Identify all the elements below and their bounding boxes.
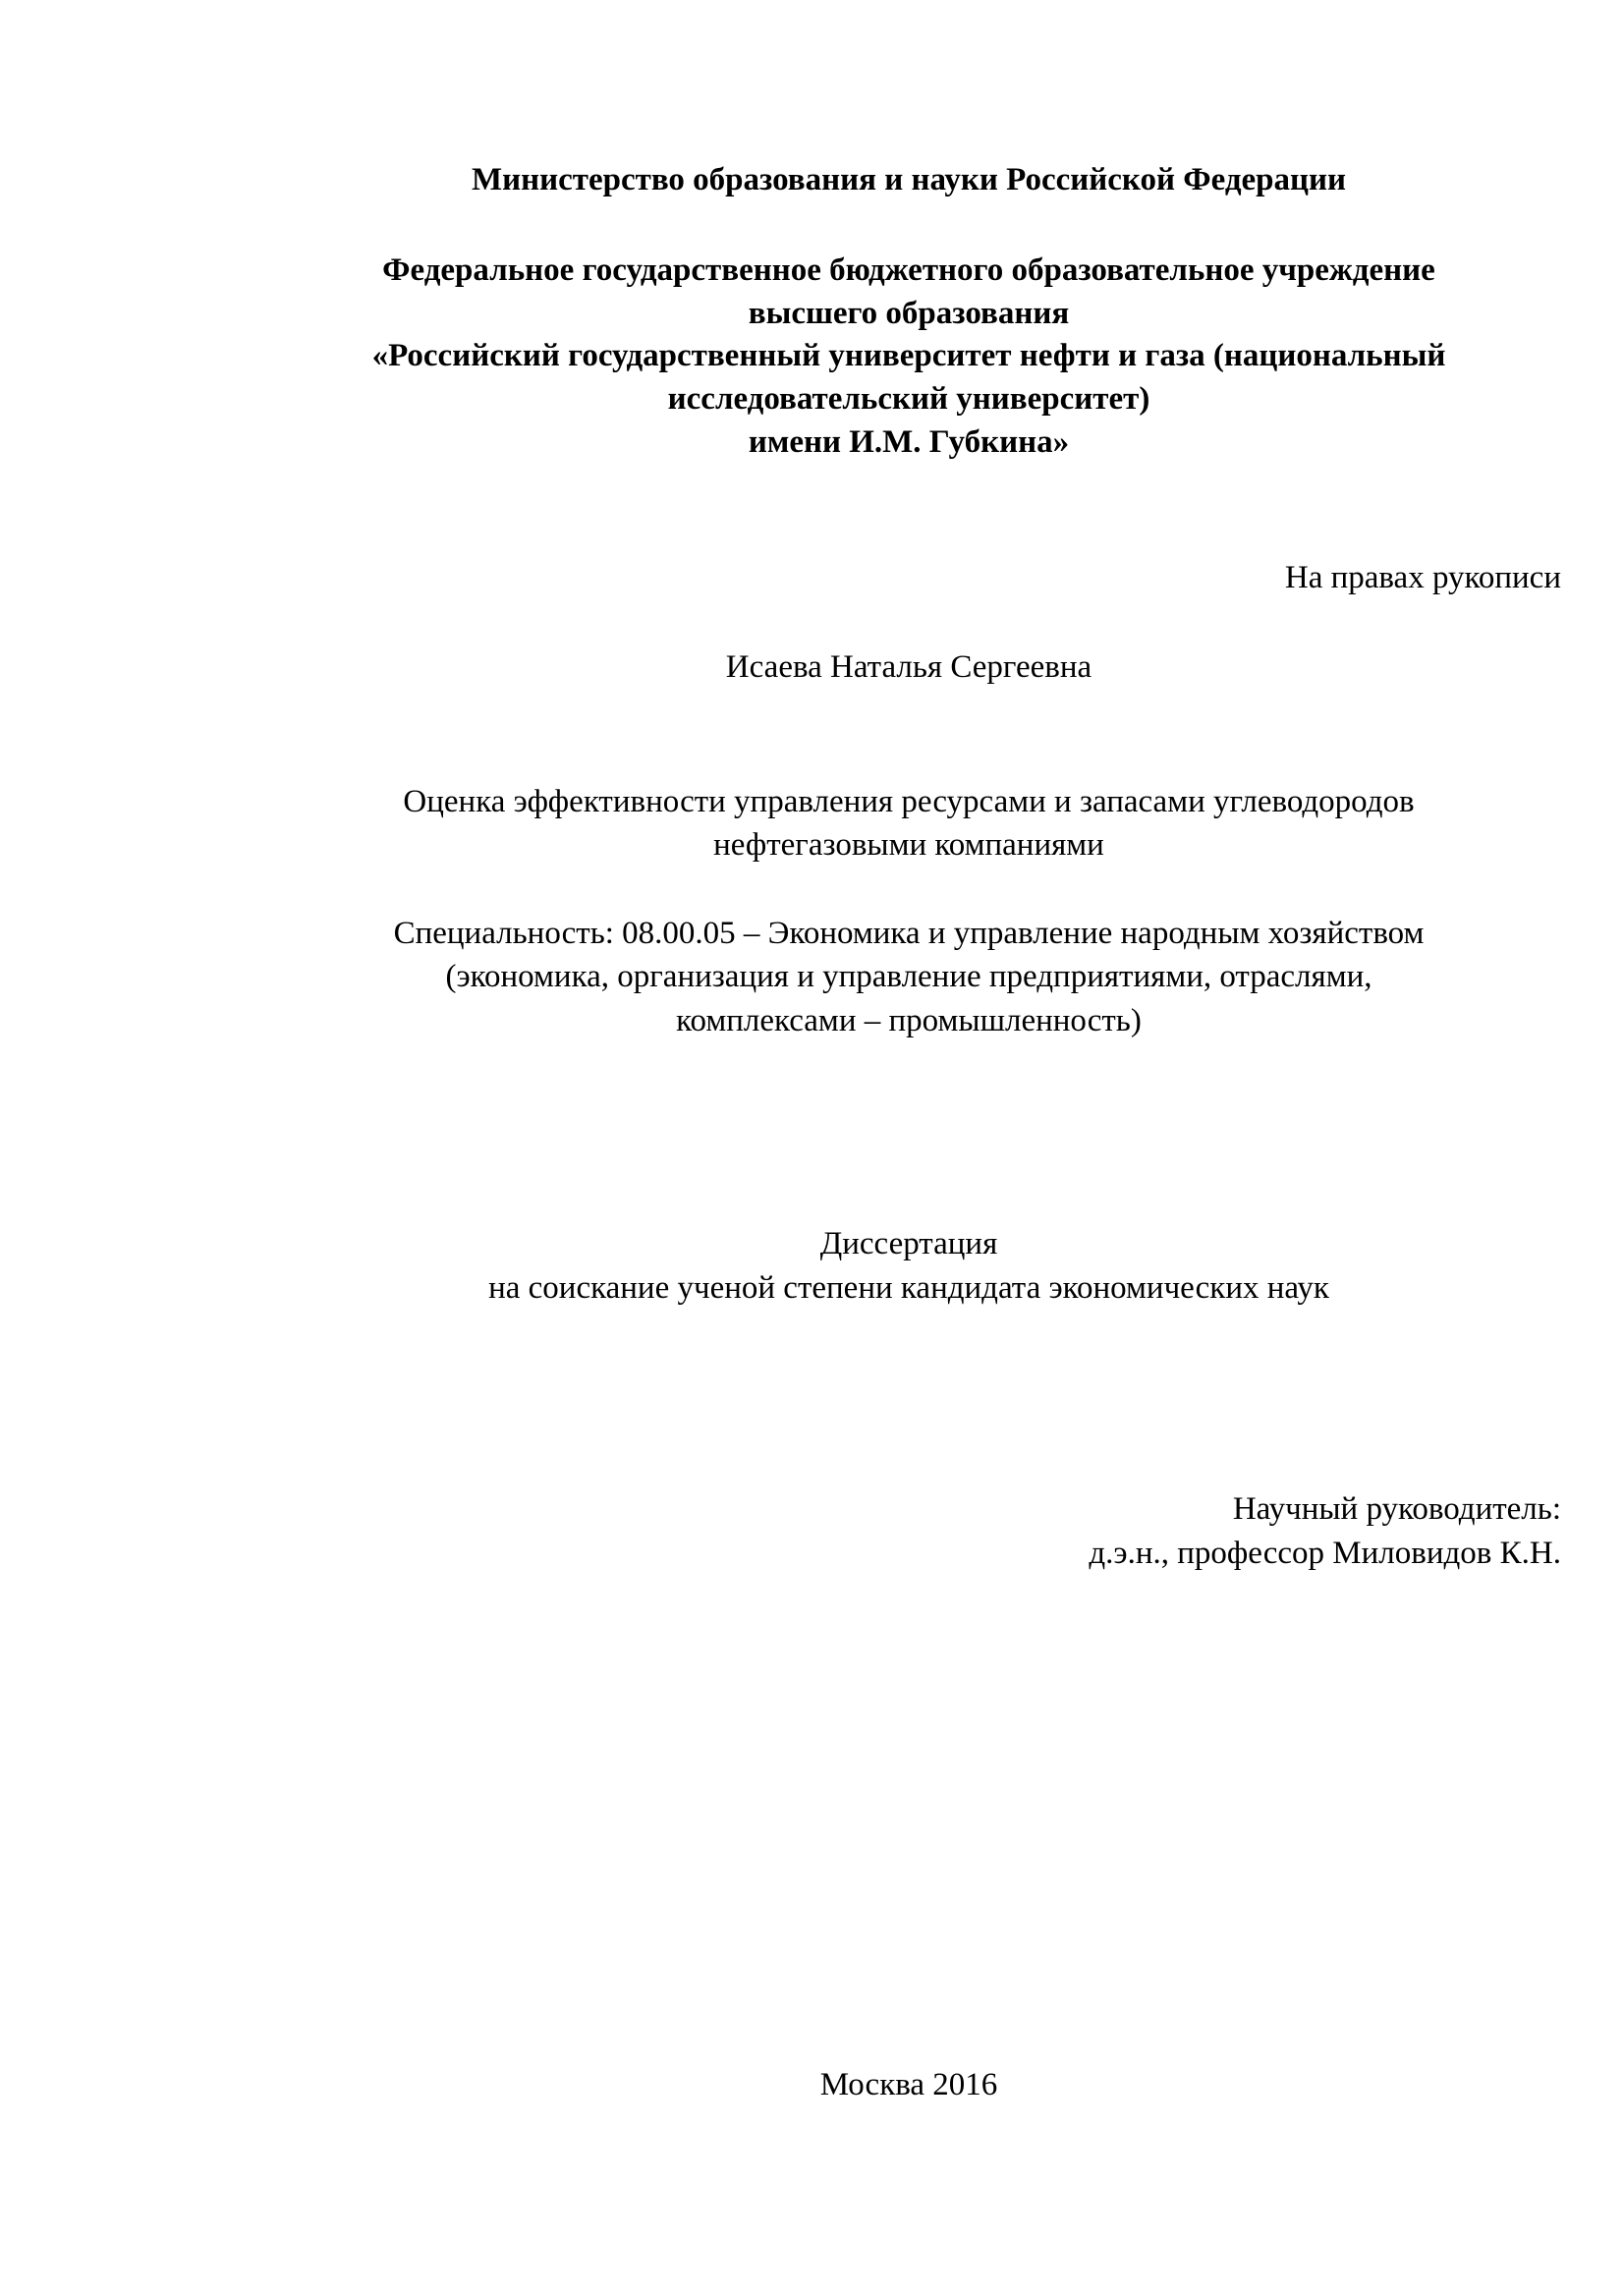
supervisor-label: Научный руководитель: <box>1232 1491 1561 1527</box>
city-year: Москва 2016 <box>819 2067 998 2102</box>
specialty-line: (экономика, организация и управление предприятиями, отраслями, <box>445 959 1372 994</box>
supervisor-name: д.э.н., профессор Миловидов К.Н. <box>1089 1536 1561 1571</box>
title-line: нефтегазовыми компаниями <box>713 827 1104 863</box>
institution-line: «Российский государственный университет нефти и газа (национальный <box>371 338 1446 373</box>
degree-line: на соискание ученой степени кандидата экономических наук <box>488 1270 1329 1306</box>
institution-line: исследовательский университет) <box>667 381 1150 417</box>
specialty-line: Специальность: 08.00.05 – Экономика и управление народным хозяйством <box>393 916 1425 951</box>
institution-line: высшего образования <box>748 296 1070 331</box>
manuscript-note: На правах рукописи <box>1284 560 1561 595</box>
ministry-heading: Министерство образования и науки Российской Федерации <box>471 162 1347 197</box>
title-line: Оценка эффективности управления ресурсами и запасами углеводородов <box>403 784 1415 819</box>
work-type-label: Диссертация <box>819 1226 998 1261</box>
author-name: Исаева Наталья Сергеевна <box>725 649 1092 685</box>
institution-line: имени И.М. Губкина» <box>748 424 1070 460</box>
specialty-line: комплексами – промышленность) <box>676 1003 1142 1038</box>
institution-line: Федеральное государственное бюджетного образовательное учреждение <box>382 252 1435 288</box>
